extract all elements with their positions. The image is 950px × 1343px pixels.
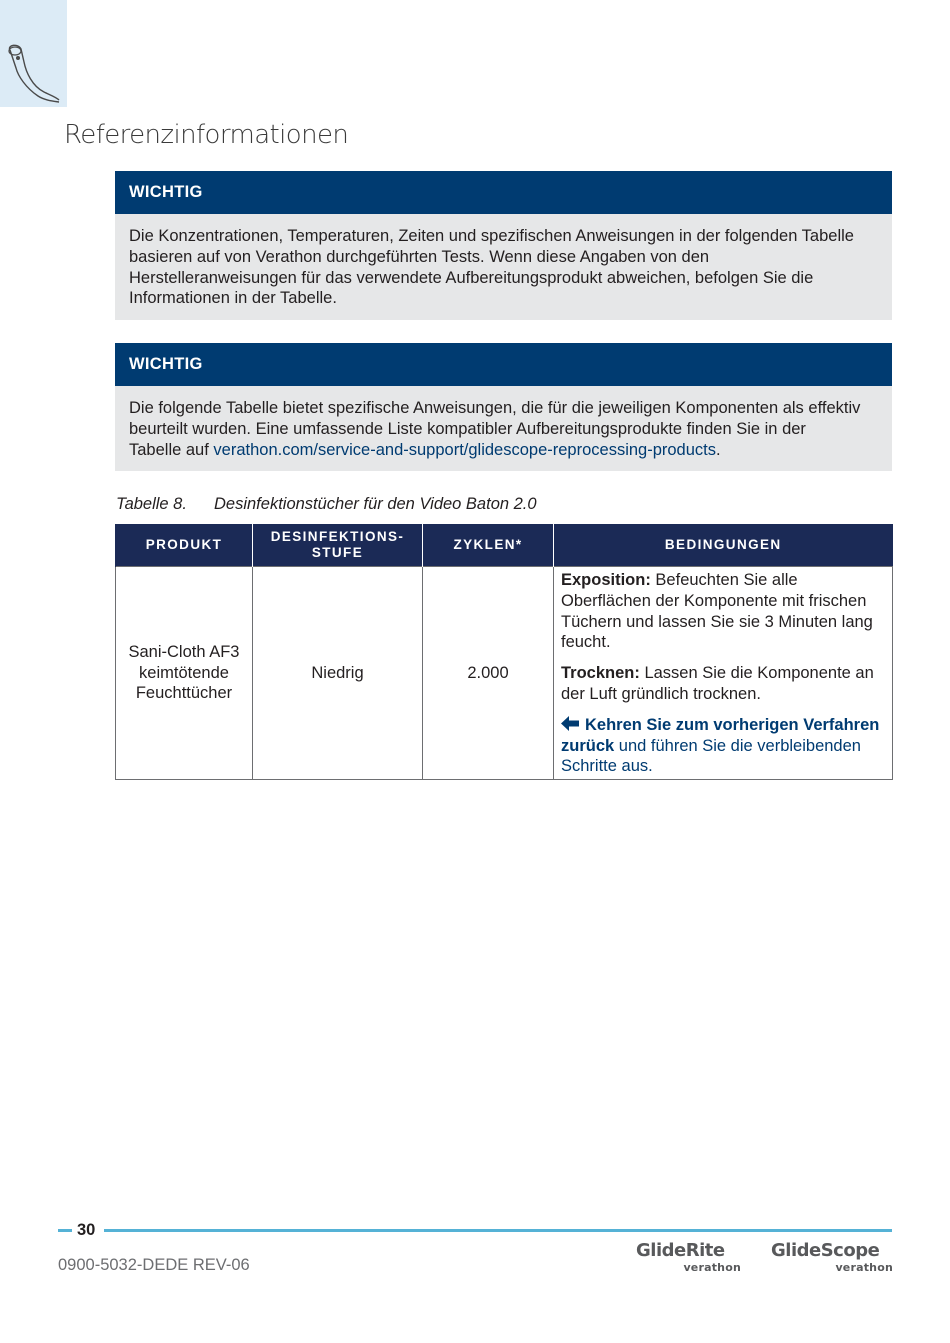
footer-rule-left bbox=[58, 1229, 72, 1232]
header-cycles: ZYKLEN* bbox=[423, 524, 554, 567]
notice-body bbox=[115, 386, 892, 471]
logo-name: GlideRite bbox=[636, 1240, 725, 1261]
important-notice-1 bbox=[115, 171, 892, 320]
chapter-tab bbox=[0, 0, 67, 107]
table-number: Tabelle 8. bbox=[116, 495, 187, 513]
header-level-line2: STUFE bbox=[311, 545, 364, 560]
header-product: PRODUKT bbox=[116, 524, 253, 567]
exposure-label: Exposition: bbox=[561, 571, 651, 589]
important-notice-2 bbox=[115, 343, 892, 471]
cell-conditions bbox=[554, 567, 893, 780]
table-row bbox=[116, 567, 893, 780]
table-caption bbox=[116, 495, 537, 514]
gliderite-logo bbox=[636, 1240, 741, 1274]
glidescope-logo bbox=[771, 1240, 893, 1274]
notice-heading: WICHTIG bbox=[115, 343, 892, 386]
section-title: Referenzinformationen bbox=[64, 120, 349, 150]
return-link-bold: Kehren Sie zum vorherigen Verfahren zurück bbox=[561, 715, 880, 755]
page-number: 30 bbox=[77, 1221, 96, 1239]
product-line1: Sani-Cloth AF3 bbox=[128, 642, 240, 661]
product-line3: Feuchttücher bbox=[135, 684, 233, 703]
notice-body: Die Konzentrationen, Temperaturen, Zeiten und spezifischen Anweisungen in der folgenden Tabelle basieren auf von Verathon durchgeführten Tests. Wenn diese Angaben von den Herstelleranweisungen für das verwendete Aufbereitungsprodukt abweichen, befolgen Sie die Informationen in der Tabelle. bbox=[129, 227, 854, 308]
exposure-text: Befeuchten Sie alle Oberflächen der Komponente mit frischen Tüchern und lassen Sie sie 3 Minuten lang feucht. bbox=[561, 571, 873, 652]
cell-level: Niedrig bbox=[253, 567, 423, 780]
return-to-procedure-link[interactable] bbox=[561, 715, 885, 777]
logo-sub: verathon bbox=[683, 1261, 741, 1274]
header-conditions: BEDINGUNGEN bbox=[554, 524, 893, 567]
cell-cycles: 2.000 bbox=[423, 567, 554, 780]
disinfection-table bbox=[115, 524, 893, 780]
logo-sub: verathon bbox=[835, 1261, 893, 1274]
logo-name: GlideScope bbox=[771, 1240, 880, 1261]
footer-rule bbox=[104, 1229, 892, 1232]
document-code: 0900-5032-DEDE REV-06 bbox=[58, 1256, 250, 1274]
back-arrow-icon bbox=[561, 716, 579, 731]
table-header-row bbox=[116, 524, 893, 567]
notice-text-end: . bbox=[716, 440, 721, 459]
header-level bbox=[253, 524, 423, 567]
drying-label: Trocknen: bbox=[561, 664, 640, 683]
header-level-line1: DESINFEKTIONS- bbox=[270, 529, 405, 544]
notice-heading: WICHTIG bbox=[115, 171, 892, 214]
exposure-paragraph bbox=[561, 570, 885, 653]
drying-text: Lassen Sie die Komponente an der Luft gründlich trocknen. bbox=[561, 664, 874, 703]
reprocessing-products-link[interactable]: verathon.com/service-and-support/glidescope-reprocessing-products bbox=[213, 440, 716, 459]
drying-paragraph bbox=[561, 663, 885, 705]
return-link-text: und führen Sie die verbleibenden Schritte aus. bbox=[561, 736, 861, 776]
product-line2: keimtötende bbox=[139, 663, 229, 682]
cell-product bbox=[116, 567, 253, 780]
table-title: Desinfektionstücher für den Video Baton 2.0 bbox=[214, 495, 537, 513]
notice-text: Die folgende Tabelle bietet spezifische Anweisungen, die für die jeweiligen Komponenten als effektiv beurteilt wurden. Eine umfassende Liste kompatibler Aufbereitungsprodukte finden Sie in der Tabelle auf bbox=[129, 399, 861, 459]
video-baton-icon bbox=[4, 42, 64, 104]
